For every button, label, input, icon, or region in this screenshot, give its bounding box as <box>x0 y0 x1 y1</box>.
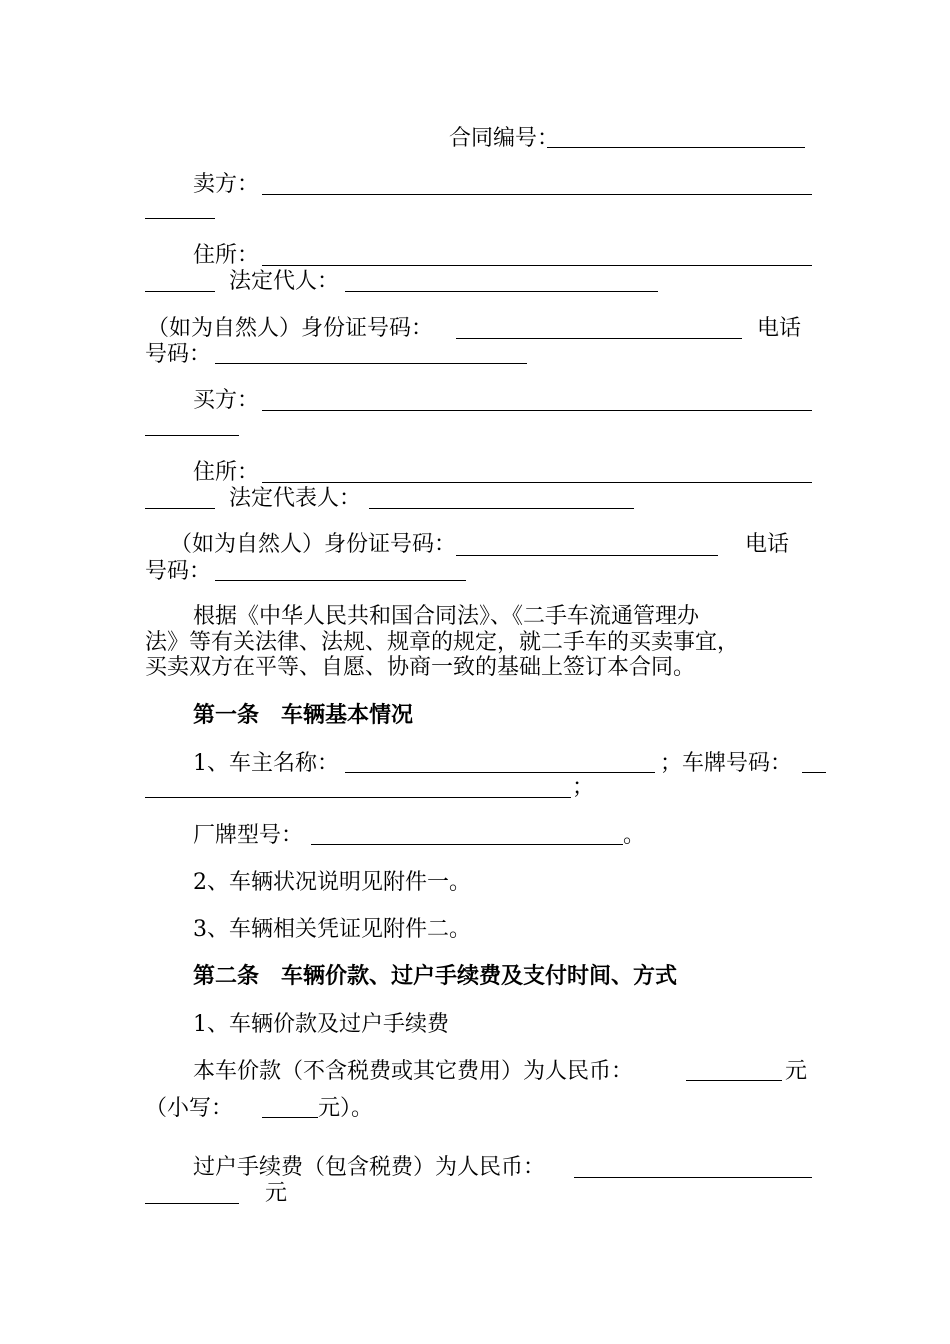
contract-number-blank[interactable] <box>547 147 805 148</box>
seller-address-blank[interactable] <box>262 265 812 266</box>
article-1-item-2: 2、车辆状况说明见附件一。 <box>193 870 471 895</box>
buyer-phone-label-a: 电话 <box>745 532 790 557</box>
preamble-line-2: 法》等有关法律、法规、规章的规定，就二手车的买卖事宜， <box>145 630 740 655</box>
owner-name-label: 1、车主名称： <box>193 751 339 776</box>
seller-id-label: （如为自然人）身份证号码： <box>147 316 434 341</box>
buyer-phone-blank[interactable] <box>215 580 466 581</box>
article-2-title: 第二条 车辆价款、过户手续费及支付时间、方式 <box>193 964 678 989</box>
buyer-legal-rep-label: 法定代表人： <box>229 486 362 511</box>
seller-phone-label-b: 号码： <box>145 342 212 367</box>
plate-number-blank-cont[interactable] <box>145 797 571 798</box>
price-lowercase-yuan: 元）。 <box>318 1096 374 1121</box>
fee-label: 过户手续费（包含税费）为人民币： <box>193 1155 546 1180</box>
buyer-address-blank-cont[interactable] <box>145 508 215 509</box>
price-lowercase-blank[interactable] <box>262 1117 318 1118</box>
article-1-title: 第一条 车辆基本情况 <box>193 703 414 728</box>
plate-number-label: ；车牌号码： <box>660 751 793 776</box>
price-lowercase-label: （小写： <box>145 1096 234 1121</box>
buyer-id-label: （如为自然人）身份证号码： <box>170 532 457 557</box>
fee-yuan: 元 <box>265 1181 288 1206</box>
price-label: 本车价款（不含税费或其它费用）为人民币： <box>193 1059 634 1084</box>
fee-blank-cont[interactable] <box>145 1203 239 1204</box>
seller-name-blank-cont[interactable] <box>145 218 215 219</box>
seller-address-blank-cont[interactable] <box>145 291 215 292</box>
article-1-item-3: 3、车辆相关凭证见附件二。 <box>193 917 471 942</box>
seller-id-blank[interactable] <box>456 338 742 339</box>
owner-name-blank[interactable] <box>345 772 655 773</box>
buyer-address-label: 住所： <box>193 460 260 485</box>
buyer-name-blank[interactable] <box>262 410 812 411</box>
model-label: 厂牌型号： <box>193 823 304 848</box>
fee-blank[interactable] <box>574 1177 812 1178</box>
price-yuan: 元 <box>785 1059 808 1084</box>
model-blank[interactable] <box>311 844 623 845</box>
seller-legal-rep-blank[interactable] <box>345 291 658 292</box>
buyer-id-blank[interactable] <box>456 555 718 556</box>
seller-phone-blank[interactable] <box>215 363 527 364</box>
seller-legal-rep-label: 法定代人： <box>229 269 340 294</box>
buyer-label: 买方： <box>193 388 260 413</box>
preamble-line-3: 买卖双方在平等、自愿、协商一致的基础上签订本合同。 <box>145 655 696 680</box>
buyer-name-blank-cont[interactable] <box>145 435 239 436</box>
plate-number-blank[interactable] <box>802 772 826 773</box>
plate-semicolon: ； <box>572 775 595 800</box>
article-2-item-1: 1、车辆价款及过户手续费 <box>193 1012 449 1037</box>
seller-label: 卖方： <box>193 172 260 197</box>
buyer-address-blank[interactable] <box>262 482 812 483</box>
seller-name-blank[interactable] <box>262 194 812 195</box>
contract-number-label: 合同编号： <box>449 126 560 151</box>
buyer-phone-label-b: 号码： <box>145 559 212 584</box>
buyer-legal-rep-blank[interactable] <box>369 508 634 509</box>
price-blank[interactable] <box>686 1080 782 1081</box>
preamble-line-1: 根据《中华人民共和国合同法》、《二手车流通管理办 <box>193 604 700 629</box>
model-period: 。 <box>623 823 646 848</box>
seller-phone-label-a: 电话 <box>757 316 802 341</box>
seller-address-label: 住所： <box>193 243 260 268</box>
